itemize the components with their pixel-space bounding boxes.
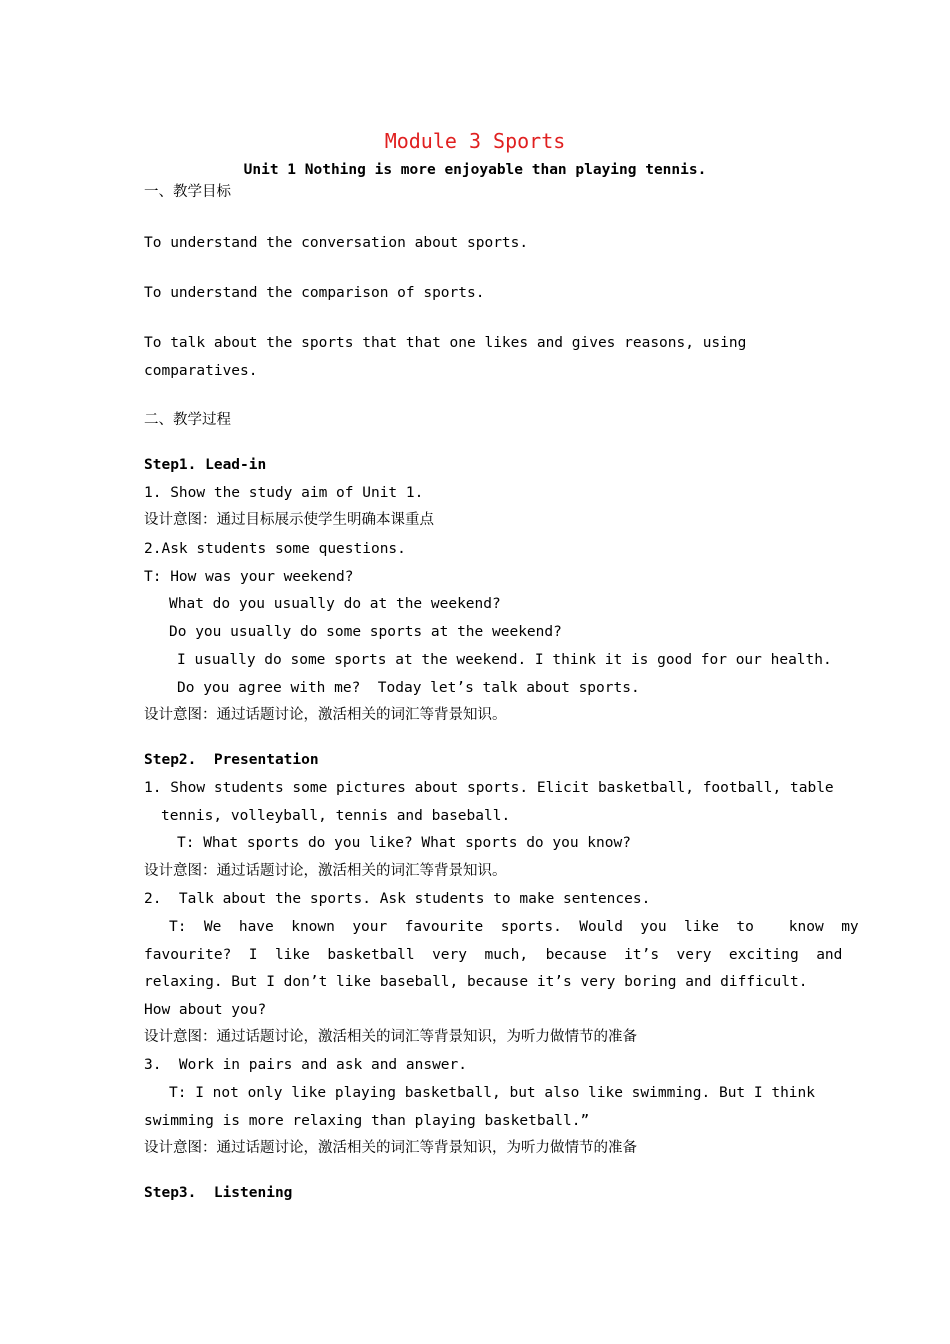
step2-line: tennis, volleyball, tennis and baseball.	[161, 808, 511, 824]
step2-line: swimming is more relaxing than playing basketball.”	[144, 1113, 590, 1129]
step2-line: T: We have known your favourite sports. Would you like to know my	[169, 919, 859, 935]
step2-line: 1. Show students some pictures about sports. Elicit basketball, football, table	[144, 780, 834, 796]
design-intent: 设计意图：通过话题讨论，激活相关的词汇等背景知识，为听力做情节的准备	[144, 1140, 637, 1156]
step2-heading: Step2. Presentation	[144, 752, 319, 768]
step2-line: 2. Talk about the sports. Ask students to make sentences.	[144, 891, 651, 907]
step1-line: I usually do some sports at the weekend. I think it is good for our health.	[177, 652, 832, 668]
step1-line: 2.Ask students some questions.	[144, 541, 406, 557]
design-intent: 设计意图：通过话题讨论，激活相关的词汇等背景知识。	[144, 863, 507, 879]
objective-line: To understand the comparison of sports.	[144, 285, 485, 301]
objective-line: To talk about the sports that that one likes and gives reasons, using	[144, 335, 747, 351]
step3-heading: Step3. Listening	[144, 1185, 293, 1201]
step2-line: 3. Work in pairs and ask and answer.	[144, 1057, 468, 1073]
step1-line: Do you usually do some sports at the weekend?	[169, 624, 562, 640]
step2-line: How about you?	[144, 1002, 267, 1018]
step1-line: T: How was your weekend?	[144, 569, 354, 585]
step2-line: T: What sports do you like? What sports do you know?	[177, 835, 631, 851]
design-intent: 设计意图：通过话题讨论，激活相关的词汇等背景知识，为听力做情节的准备	[144, 1029, 637, 1045]
step1-line: 1. Show the study aim of Unit 1.	[144, 485, 424, 501]
document-subtitle: Unit 1 Nothing is more enjoyable than playing tennis.	[243, 162, 707, 178]
document-title: Module 3 Sports	[384, 129, 566, 153]
section-heading-process: 二、教学过程	[144, 412, 231, 428]
section-heading-objectives: 一、教学目标	[144, 184, 231, 200]
objective-line: To understand the conversation about sports.	[144, 235, 529, 251]
design-intent: 设计意图：通过话题讨论，激活相关的词汇等背景知识。	[144, 707, 507, 723]
step2-line: favourite? I like basketball very much, because it’s very exciting and	[144, 947, 843, 963]
objective-line: comparatives.	[144, 363, 258, 379]
step1-heading: Step1. Lead-in	[144, 457, 267, 473]
step2-line: relaxing. But I don’t like baseball, because it’s very boring and difficult.	[144, 974, 808, 990]
step1-line: Do you agree with me? Today let’s talk about sports.	[177, 680, 640, 696]
step2-line: T: I not only like playing basketball, but also like swimming. But I think	[169, 1085, 816, 1101]
step1-line: What do you usually do at the weekend?	[169, 596, 501, 612]
design-intent: 设计意图：通过目标展示使学生明确本课重点	[144, 512, 434, 528]
